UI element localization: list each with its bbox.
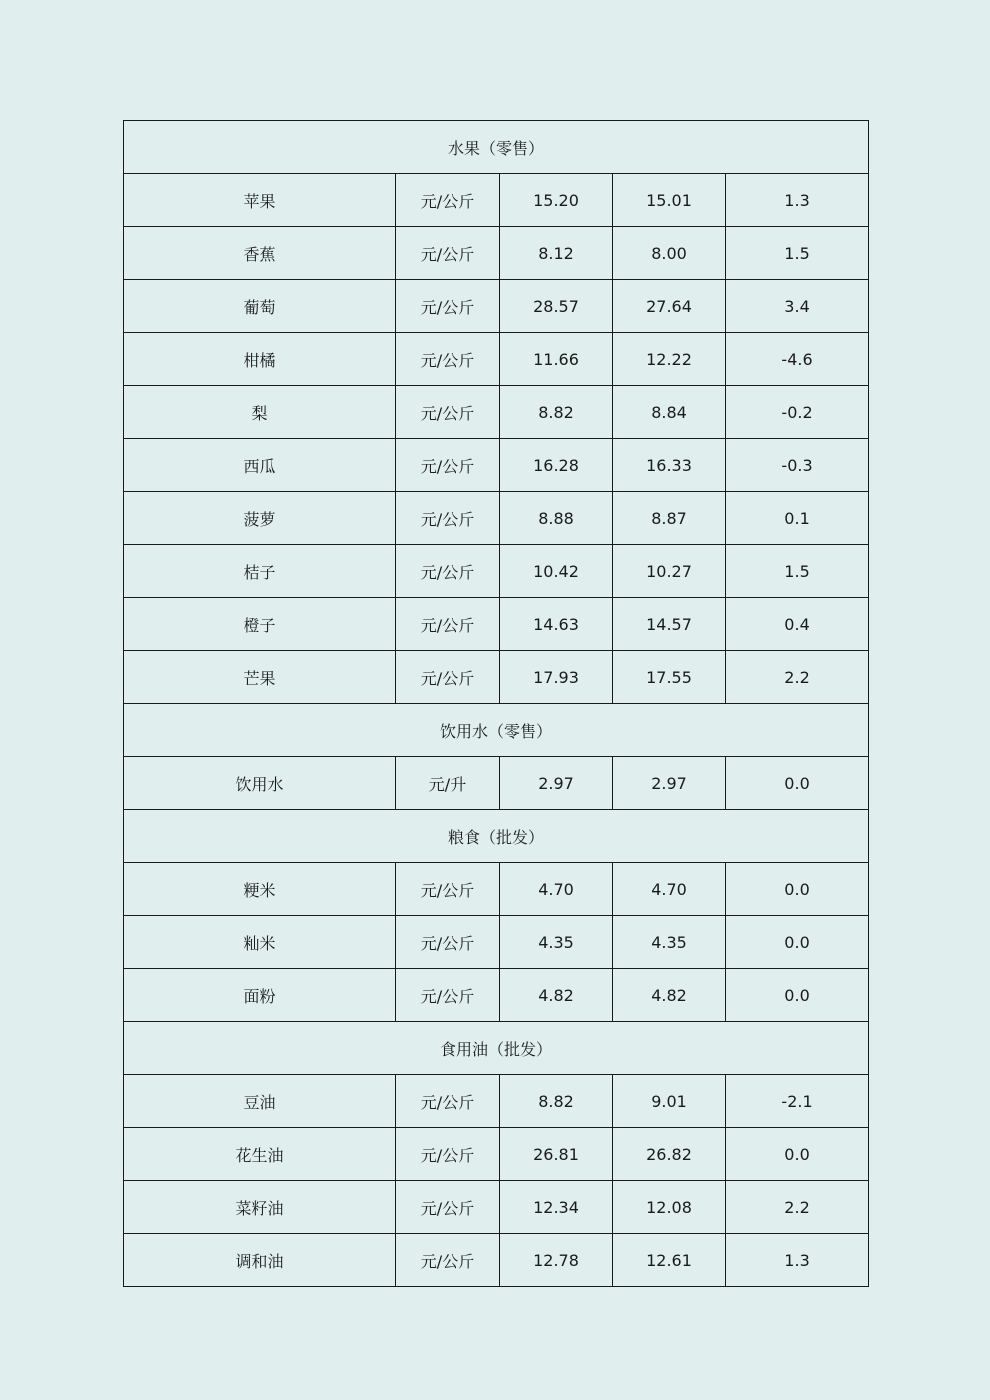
current-price-cell: 4.35 [500, 916, 613, 969]
table-row [124, 757, 869, 810]
current-price-cell: 10.42 [500, 545, 613, 598]
table-row [124, 492, 869, 545]
unit-cell: 元/公斤 [396, 545, 500, 598]
section-title: 粮食（批发） [124, 810, 869, 863]
previous-price-cell: 27.64 [613, 280, 726, 333]
section-header-row [124, 704, 869, 757]
change-percent-cell: 2.2 [726, 1181, 869, 1234]
unit-cell: 元/公斤 [396, 333, 500, 386]
table-row [124, 863, 869, 916]
current-price-cell: 28.57 [500, 280, 613, 333]
unit-cell: 元/升 [396, 757, 500, 810]
current-price-cell: 14.63 [500, 598, 613, 651]
previous-price-cell: 14.57 [613, 598, 726, 651]
item-name-cell: 菜籽油 [124, 1181, 396, 1234]
previous-price-cell: 15.01 [613, 174, 726, 227]
current-price-cell: 26.81 [500, 1128, 613, 1181]
previous-price-cell: 26.82 [613, 1128, 726, 1181]
current-price-cell: 8.82 [500, 1075, 613, 1128]
unit-cell: 元/公斤 [396, 280, 500, 333]
current-price-cell: 8.88 [500, 492, 613, 545]
item-name-cell: 粳米 [124, 863, 396, 916]
current-price-cell: 4.70 [500, 863, 613, 916]
item-name-cell: 调和油 [124, 1234, 396, 1287]
section-title: 饮用水（零售） [124, 704, 869, 757]
unit-cell: 元/公斤 [396, 439, 500, 492]
unit-cell: 元/公斤 [396, 651, 500, 704]
item-name-cell: 柑橘 [124, 333, 396, 386]
section-title: 水果（零售） [124, 121, 869, 174]
change-percent-cell: -0.3 [726, 439, 869, 492]
current-price-cell: 17.93 [500, 651, 613, 704]
item-name-cell: 葡萄 [124, 280, 396, 333]
unit-cell: 元/公斤 [396, 174, 500, 227]
previous-price-cell: 17.55 [613, 651, 726, 704]
change-percent-cell: 1.3 [726, 174, 869, 227]
previous-price-cell: 4.70 [613, 863, 726, 916]
previous-price-cell: 12.08 [613, 1181, 726, 1234]
change-percent-cell: 1.5 [726, 545, 869, 598]
table-row [124, 439, 869, 492]
current-price-cell: 15.20 [500, 174, 613, 227]
table-row [124, 598, 869, 651]
change-percent-cell: 2.2 [726, 651, 869, 704]
change-percent-cell: 0.0 [726, 757, 869, 810]
item-name-cell: 芒果 [124, 651, 396, 704]
section-header-row [124, 1022, 869, 1075]
change-percent-cell: -2.1 [726, 1075, 869, 1128]
previous-price-cell: 9.01 [613, 1075, 726, 1128]
table-body [124, 121, 869, 1287]
current-price-cell: 11.66 [500, 333, 613, 386]
previous-price-cell: 8.00 [613, 227, 726, 280]
unit-cell: 元/公斤 [396, 863, 500, 916]
item-name-cell: 西瓜 [124, 439, 396, 492]
unit-cell: 元/公斤 [396, 492, 500, 545]
table-row [124, 280, 869, 333]
change-percent-cell: 1.3 [726, 1234, 869, 1287]
item-name-cell: 籼米 [124, 916, 396, 969]
table-row [124, 1075, 869, 1128]
change-percent-cell: 0.0 [726, 916, 869, 969]
change-percent-cell: -4.6 [726, 333, 869, 386]
unit-cell: 元/公斤 [396, 386, 500, 439]
current-price-cell: 12.34 [500, 1181, 613, 1234]
item-name-cell: 梨 [124, 386, 396, 439]
table-row [124, 227, 869, 280]
unit-cell: 元/公斤 [396, 969, 500, 1022]
unit-cell: 元/公斤 [396, 1234, 500, 1287]
table-row [124, 916, 869, 969]
table-row [124, 1234, 869, 1287]
unit-cell: 元/公斤 [396, 227, 500, 280]
item-name-cell: 豆油 [124, 1075, 396, 1128]
item-name-cell: 面粉 [124, 969, 396, 1022]
change-percent-cell: 0.0 [726, 969, 869, 1022]
previous-price-cell: 16.33 [613, 439, 726, 492]
section-header-row [124, 121, 869, 174]
change-percent-cell: -0.2 [726, 386, 869, 439]
unit-cell: 元/公斤 [396, 916, 500, 969]
table-row [124, 1181, 869, 1234]
previous-price-cell: 8.84 [613, 386, 726, 439]
current-price-cell: 12.78 [500, 1234, 613, 1287]
table-row [124, 174, 869, 227]
price-table [123, 120, 869, 1287]
previous-price-cell: 4.82 [613, 969, 726, 1022]
change-percent-cell: 0.0 [726, 863, 869, 916]
unit-cell: 元/公斤 [396, 1075, 500, 1128]
current-price-cell: 8.82 [500, 386, 613, 439]
change-percent-cell: 0.1 [726, 492, 869, 545]
table-row [124, 651, 869, 704]
previous-price-cell: 12.61 [613, 1234, 726, 1287]
item-name-cell: 饮用水 [124, 757, 396, 810]
item-name-cell: 橙子 [124, 598, 396, 651]
current-price-cell: 16.28 [500, 439, 613, 492]
current-price-cell: 4.82 [500, 969, 613, 1022]
unit-cell: 元/公斤 [396, 598, 500, 651]
table-row [124, 1128, 869, 1181]
section-title: 食用油（批发） [124, 1022, 869, 1075]
previous-price-cell: 8.87 [613, 492, 726, 545]
table-row [124, 333, 869, 386]
table-row [124, 969, 869, 1022]
unit-cell: 元/公斤 [396, 1181, 500, 1234]
change-percent-cell: 0.0 [726, 1128, 869, 1181]
section-header-row [124, 810, 869, 863]
item-name-cell: 苹果 [124, 174, 396, 227]
previous-price-cell: 2.97 [613, 757, 726, 810]
previous-price-cell: 10.27 [613, 545, 726, 598]
item-name-cell: 花生油 [124, 1128, 396, 1181]
item-name-cell: 菠萝 [124, 492, 396, 545]
current-price-cell: 2.97 [500, 757, 613, 810]
table-row [124, 386, 869, 439]
table-row [124, 545, 869, 598]
current-price-cell: 8.12 [500, 227, 613, 280]
change-percent-cell: 3.4 [726, 280, 869, 333]
unit-cell: 元/公斤 [396, 1128, 500, 1181]
change-percent-cell: 0.4 [726, 598, 869, 651]
previous-price-cell: 12.22 [613, 333, 726, 386]
item-name-cell: 香蕉 [124, 227, 396, 280]
item-name-cell: 桔子 [124, 545, 396, 598]
change-percent-cell: 1.5 [726, 227, 869, 280]
previous-price-cell: 4.35 [613, 916, 726, 969]
